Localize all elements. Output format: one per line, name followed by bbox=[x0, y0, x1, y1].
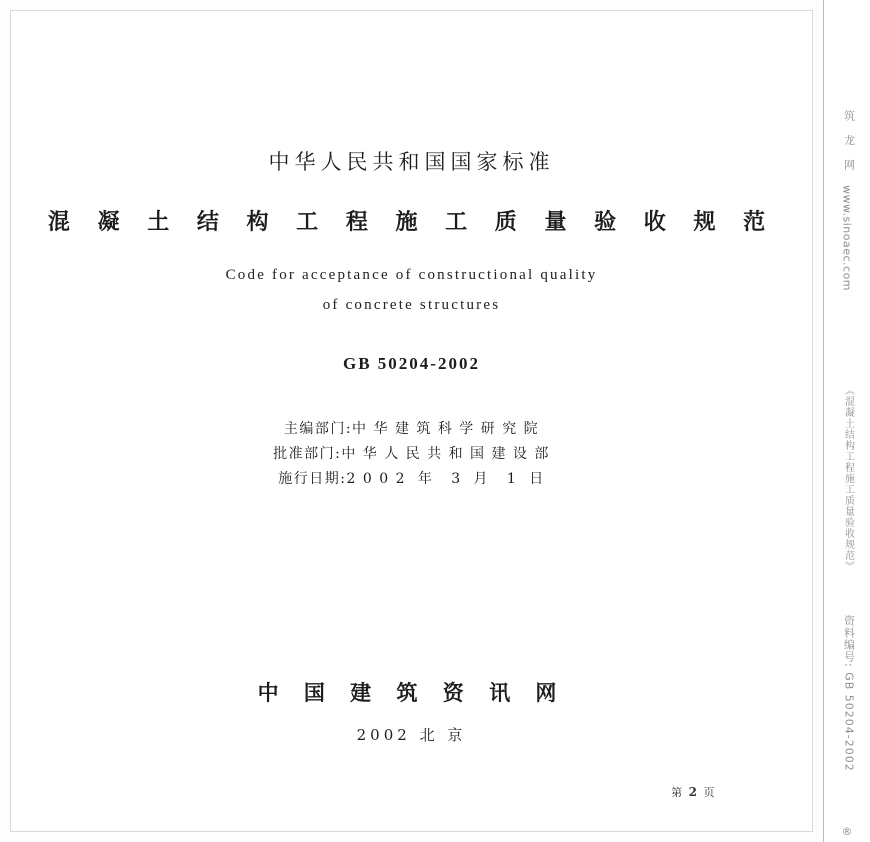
page-number-value: 2 bbox=[688, 785, 699, 799]
publication-meta bbox=[11, 417, 812, 492]
doc-reference-vertical: 《混凝土结构工程施工质量验收规范》 bbox=[842, 385, 854, 572]
site-url-vertical: www.sinoaec.com bbox=[840, 185, 854, 292]
registered-mark-icon: ® bbox=[841, 825, 853, 838]
page-label-prefix: 第 bbox=[671, 786, 684, 799]
site-name-vertical: 筑 龙 网 bbox=[842, 110, 856, 175]
publication-year-place: 2002 北 京 bbox=[356, 726, 467, 744]
meta-line-editor: 主编部门:中 华 建 筑 科 学 研 究 院 bbox=[283, 421, 540, 437]
publisher-name: 中 国 建 筑 资 讯 网 bbox=[257, 680, 566, 705]
page-title: 混 凝 土 结 构 工 程 施 工 质 量 验 收 规 范 bbox=[47, 209, 776, 235]
page-border bbox=[10, 10, 813, 832]
standard-code: GB 50204-2002 bbox=[343, 354, 480, 373]
national-standard-heading: 中华人民共和国国家标准 bbox=[268, 150, 555, 174]
right-gutter bbox=[825, 0, 870, 842]
page-footer-number bbox=[671, 784, 716, 800]
english-title-line-2: of concrete structures bbox=[322, 297, 501, 313]
meta-line-effective-date: 施行日期:2 0 0 2 年 3 月 1 日 bbox=[278, 471, 545, 487]
cover-content bbox=[11, 11, 812, 745]
meta-line-approver: 批准部门:中 华 人 民 共 和 国 建 设 部 bbox=[273, 446, 550, 462]
english-title-line-1: Code for acceptance of constructional quality bbox=[225, 267, 598, 283]
page-label-suffix: 页 bbox=[703, 786, 716, 799]
archive-reference-vertical: 资料编号: GB 50204-2002 bbox=[842, 615, 856, 772]
